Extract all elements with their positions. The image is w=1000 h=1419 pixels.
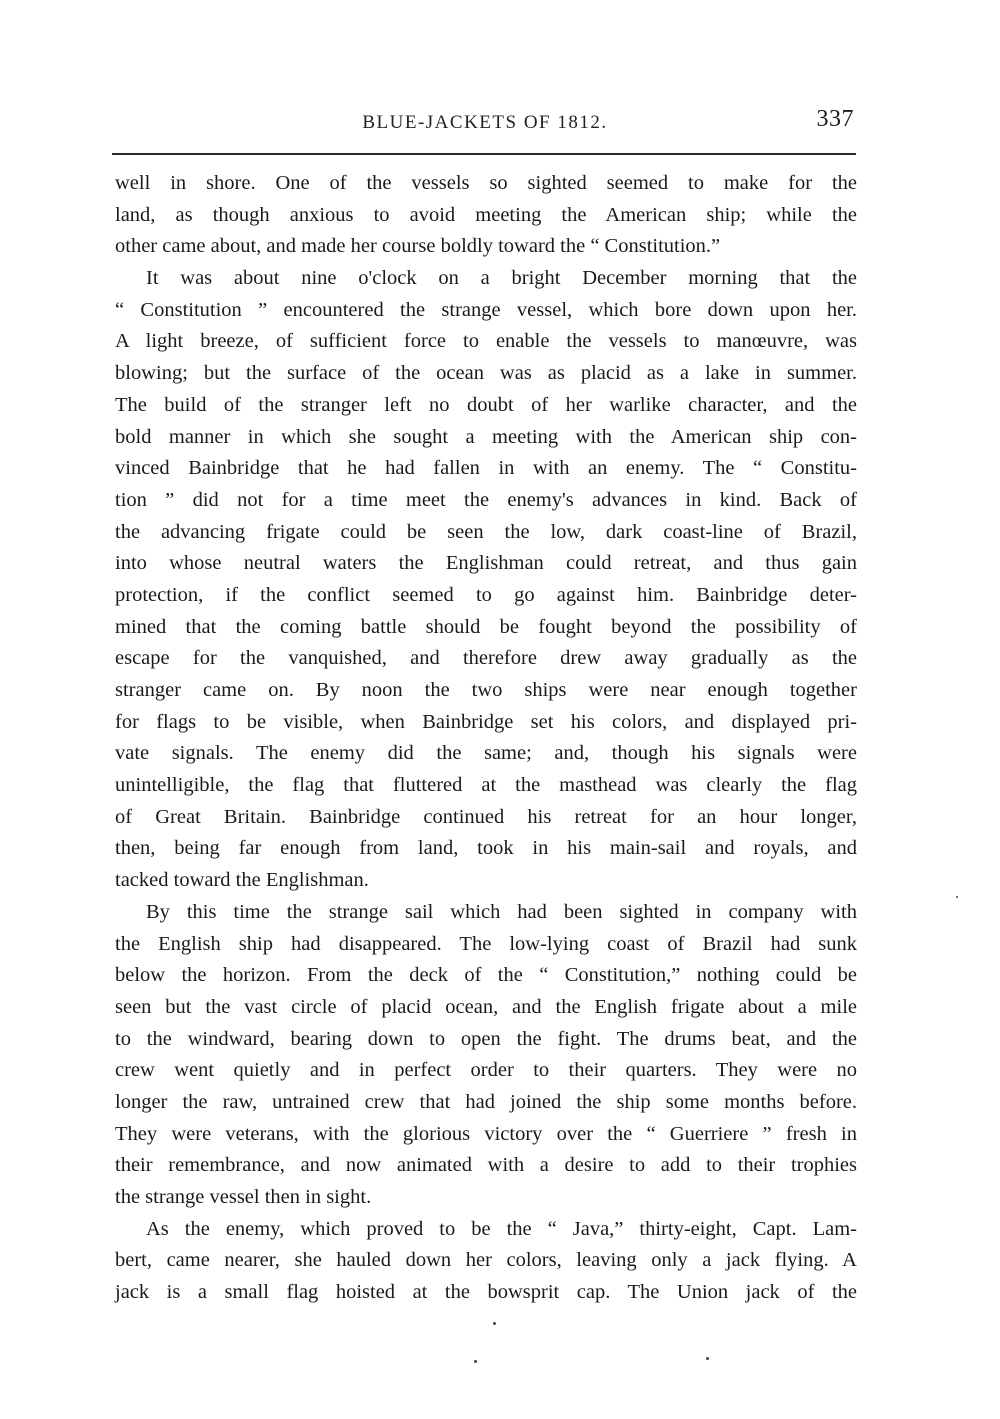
text-line: escape for the vanquished, and therefore drew away gradually as the [115,647,857,670]
text-line: A light breeze, of sufficient force to enable the vessels to manœuvre, was [115,330,857,353]
text-line: jack is a small flag hoisted at the bowsprit cap. The Union jack of the [115,1281,857,1304]
text-line: longer the raw, untrained crew that had joined the ship some months before. [115,1090,857,1113]
text-line: bert, came nearer, she hauled down her colors, leaving only a jack flying. A [115,1249,857,1272]
text-line: crew went quietly and in perfect order to their quarters. They were no [115,1059,857,1082]
text-line: their remembrance, and now animated with a desire to add to their trophies [115,1154,857,1177]
running-head: BLUE-JACKETS OF 1812. [362,112,608,133]
text-line: tacked toward the Englishman. [115,869,369,892]
header-rule [112,153,856,155]
text-line: They were veterans, with the glorious victory over the “ Guerriere ” fresh in [115,1122,857,1145]
text-line: the advancing frigate could be seen the low, dark coast-line of Brazil, [115,520,857,543]
scan-speck [493,1322,496,1325]
text-line: then, being far enough from land, took in his main-sail and royals, and [115,837,857,860]
text-line: By this time the strange sail which had been sighted in company with [146,900,857,923]
text-line: vate signals. The enemy did the same; and, though his signals were [115,742,857,765]
text-line: stranger came on. By noon the two ships were near enough together [115,679,857,701]
text-line: below the horizon. From the deck of the “ Constitution,” nothing could be [115,964,857,987]
text-line: It was about nine o'clock on a bright December morning that the [146,267,857,290]
text-line: unintelligible, the flag that fluttered at the masthead was clearly the flag [115,774,857,797]
text-line: tion ” did not for a time meet the enemy's advances in kind. Back of [115,488,857,511]
text-line: into whose neutral waters the Englishman could retreat, and thus gain [115,552,857,575]
text-line: other came about, and made her course boldly toward the “ Constitution.” [115,235,721,258]
body-text [115,168,857,1309]
text-line: As the enemy, which proved to be the “ Java,” thirty-eight, Capt. Lam- [146,1217,857,1240]
text-line: blowing; but the surface of the ocean was as placid as a lake in summer. [115,362,857,385]
scan-speck [956,896,958,898]
scan-speck [474,1360,477,1363]
scan-speck [706,1357,709,1360]
text-line: of Great Britain. Bainbridge continued his retreat for an hour longer, [115,805,857,828]
page-header [112,104,858,140]
text-line: the strange vessel then in sight. [115,1186,372,1208]
text-line: seen but the vast circle of placid ocean, and the English frigate about a mile [115,995,857,1018]
text-line: “ Constitution ” encountered the strange vessel, which bore down upon her. [115,298,857,321]
text-line: mined that the coming battle should be fought beyond the possibility of [115,615,857,638]
text-line: the English ship had disappeared. The low-lying coast of Brazil had sunk [115,932,857,955]
text-line: vinced Bainbridge that he had fallen in with an enemy. The “ Constitu- [115,457,857,480]
text-line: to the windward, bearing down to open the fight. The drums beat, and the [115,1027,857,1050]
text-line: protection, if the conflict seemed to go against him. Bainbridge deter- [115,583,857,606]
text-line: bold manner in which she sought a meeting with the American ship con- [115,425,857,448]
text-line: land, as though anxious to avoid meeting the American ship; while the [115,203,857,226]
text-line: well in shore. One of the vessels so sighted seemed to make for the [115,172,857,194]
text-line: The build of the stranger left no doubt of her warlike character, and the [115,393,857,416]
text-line: for flags to be visible, when Bainbridge set his colors, and displayed pri- [115,710,857,733]
page-number: 337 [816,106,854,132]
